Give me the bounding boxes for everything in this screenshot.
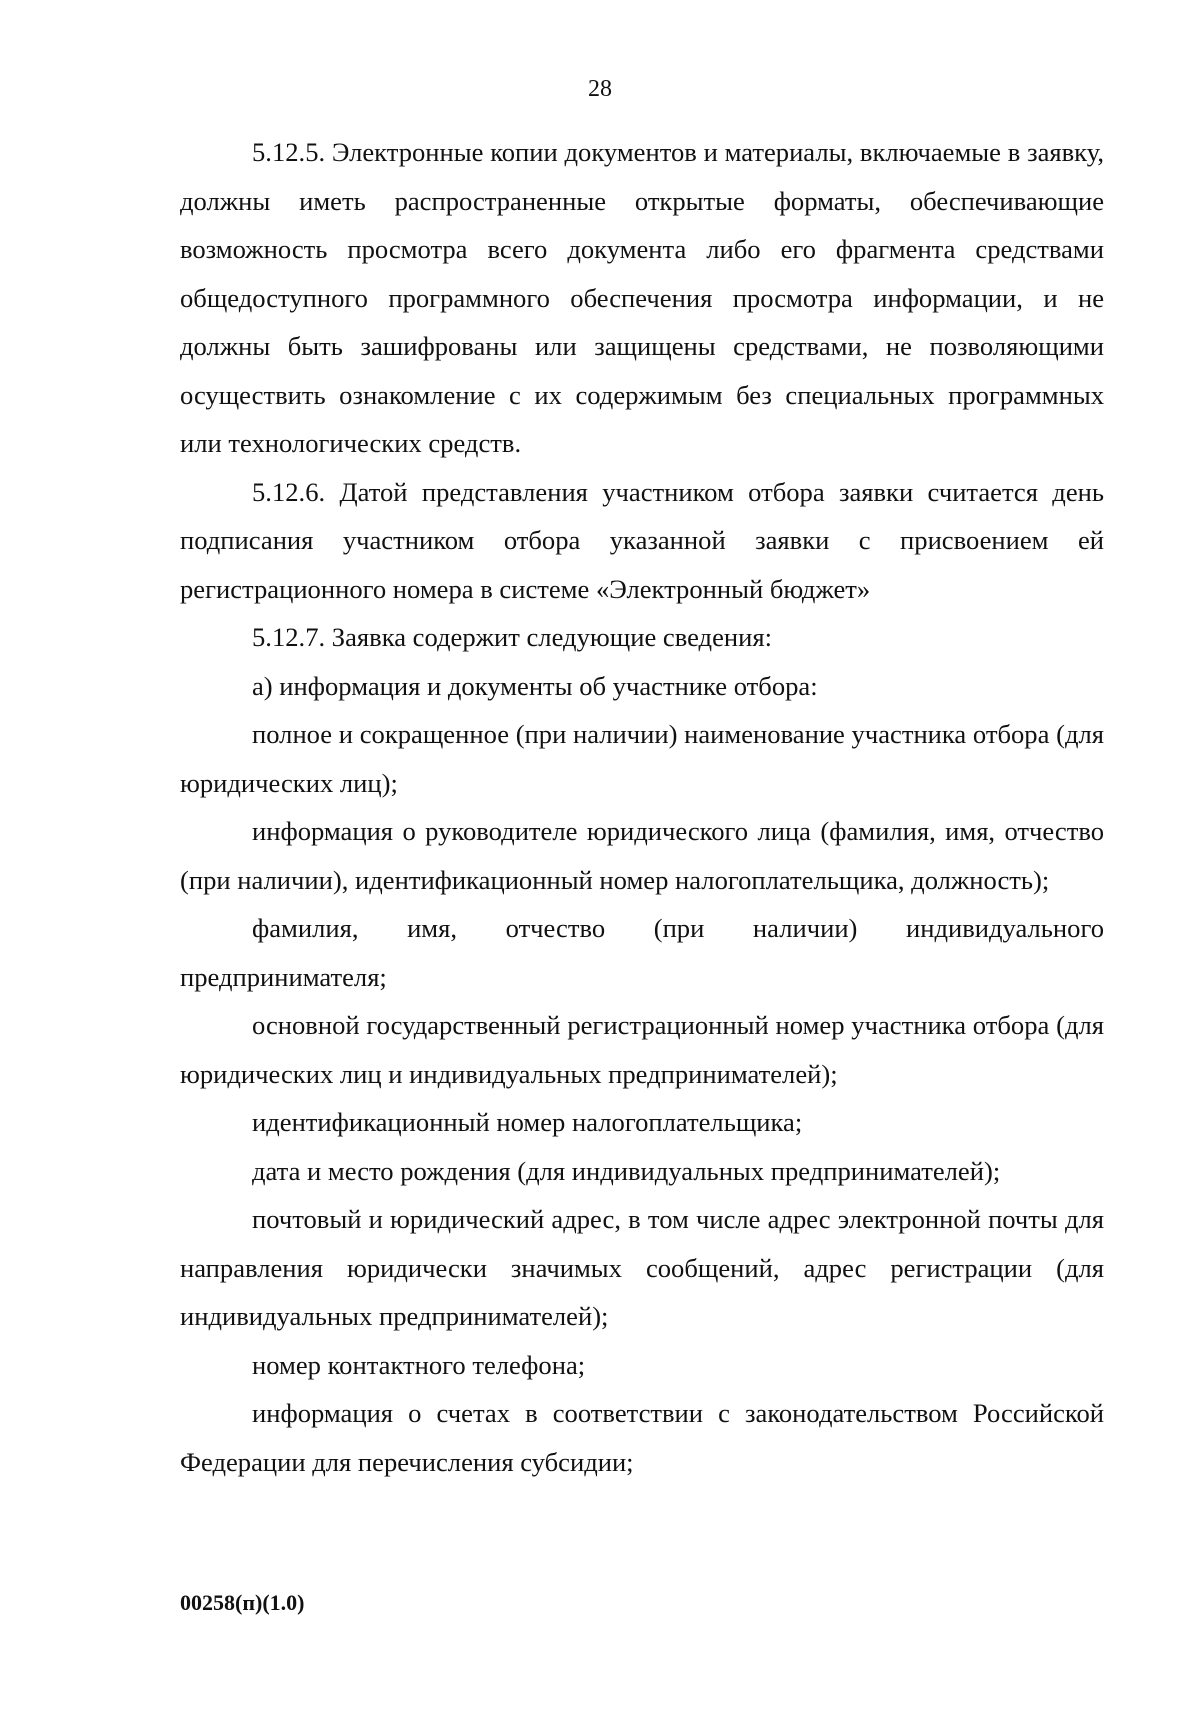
paragraph-addresses: почтовый и юридический адрес, в том числе адрес электронной почты для направления юридически значимых сообщений, адрес регистрации (для индивидуальных предпринимателей); — [180, 1204, 1104, 1331]
paragraph-item-a: а) информация и документы об участнике отбора: — [252, 670, 818, 701]
paragraph-entrepreneur-name: фамилия, имя, отчество (при наличии) индивидуального предпринимателя; — [180, 913, 1104, 992]
paragraph-5-12-6: 5.12.6. Датой представления участником отбора заявки считается день подписания участником отбора указанной заявки с присвоением ей регистрационного номера в системе «Электронный бюджет» — [180, 476, 1104, 604]
paragraph-5-12-7: 5.12.7. Заявка содержит следующие сведения: — [252, 622, 772, 652]
paragraph-5-12-5: 5.12.5. Электронные копии документов и материалы, включаемые в заявку, должны иметь распространенные открытые форматы, обеспечивающие возможность просмотра всего документа либо его фрагмента средствами общедоступного программного обеспечения просмотра информации, и не должны быть зашифрованы или защищены средствами, не позволяющими осуществить ознакомление с их содержимым без специальных программных или технологических средств. — [180, 137, 1104, 458]
document-body — [180, 128, 1104, 1486]
paragraph-bank-accounts: информация о счетах в соответствии с законодательством Российской Федерации для перечисления субсидии; — [180, 1398, 1104, 1477]
paragraph-birth-info: дата и место рождения (для индивидуальных предпринимателей); — [252, 1155, 1001, 1186]
paragraph-registration-number: основной государственный регистрационный номер участника отбора (для юридических лиц и индивидуальных предпринимателей); — [180, 1010, 1104, 1089]
paragraph-full-name: полное и сокращенное (при наличии) наименование участника отбора (для юридических лиц); — [180, 719, 1104, 798]
paragraph-head-info: информация о руководителе юридического лица (фамилия, имя, отчество (при наличии), идентификационный номер налогоплательщика, должность); — [180, 816, 1104, 895]
paragraph-phone: номер контактного телефона; — [252, 1349, 586, 1380]
document-code: 00258(п)(1.0) — [180, 1590, 305, 1615]
paragraph-tax-id: идентификационный номер налогоплательщика; — [252, 1107, 803, 1137]
page-number: 28 — [588, 76, 612, 102]
